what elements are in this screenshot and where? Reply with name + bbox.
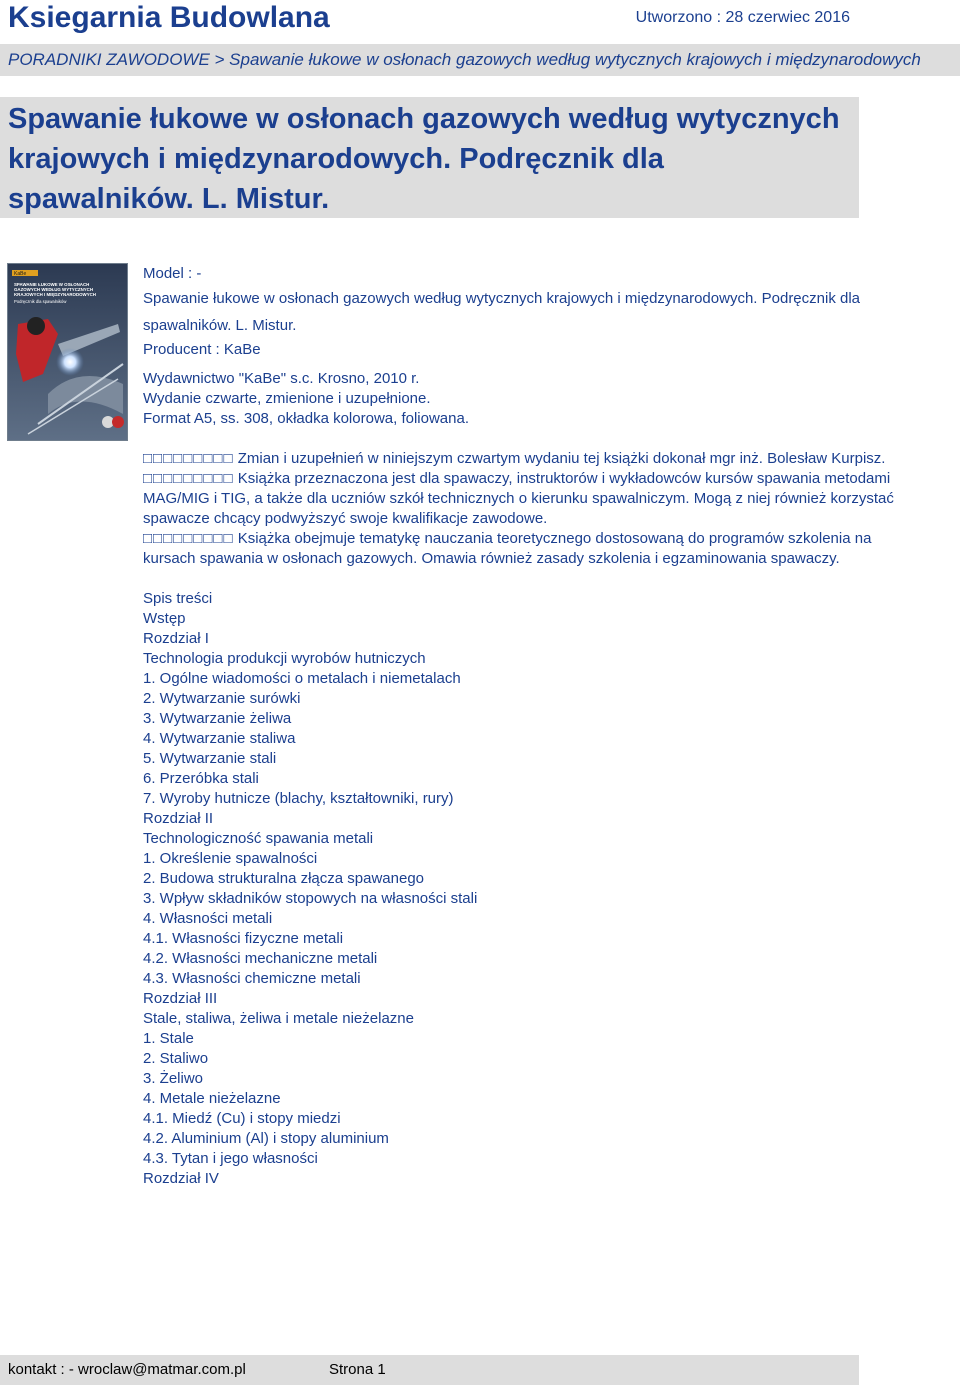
placeholder-boxes: □□□□□□□□□ — [143, 450, 234, 467]
toc-item: 3. Wpływ składników stopowych na własności stali — [143, 890, 478, 907]
description-paragraph — [143, 469, 913, 529]
breadcrumb[interactable]: PORADNIKI ZAWODOWE > Spawanie łukowe w osłonach gazowych według wytycznych krajowych i międzynarodowych — [0, 44, 960, 76]
toc-item: 2. Staliwo — [143, 1050, 209, 1067]
toc-item: 4.2. Własności mechaniczne metali — [143, 950, 378, 967]
toc-item: Technologia produkcji wyrobów hutniczych — [143, 650, 426, 667]
toc-item: Technologiczność spawania metali — [143, 830, 374, 847]
shop-name[interactable]: Ksiegarnia Budowlana — [8, 1, 330, 34]
toc-item: 5. Wytwarzanie stali — [143, 750, 277, 767]
footer — [0, 1355, 859, 1385]
toc-item: 1. Ogólne wiadomości o metalach i niemetalach — [143, 670, 461, 687]
title-box — [0, 97, 859, 218]
placeholder-boxes: □□□□□□□□□ — [143, 470, 234, 487]
cover-subtitle: Podręcznik dla spawalników — [14, 299, 67, 304]
product-details — [143, 263, 913, 1189]
cover-title-line-3: KRAJOWYCH I MIĘDZYNARODOWYCH — [14, 292, 96, 297]
toc-item: 4. Metale nieżelazne — [143, 1090, 281, 1107]
toc-item: 4.3. Własności chemiczne metali — [143, 970, 361, 987]
toc-item: 3. Żeliwo — [143, 1070, 204, 1087]
description-paragraph — [143, 449, 913, 469]
toc-item: 6. Przeróbka stali — [143, 770, 259, 787]
toc-item: 4.2. Aluminium (Al) i stopy aluminium — [143, 1130, 389, 1147]
page-number: Strona 1 — [329, 1361, 386, 1378]
toc-item: Wstęp — [143, 610, 186, 627]
description-text: Zmian i uzupełnień w niniejszym czwartym wydaniu tej książki dokonał mgr inż. Bolesław Kurpisz. — [237, 450, 886, 467]
toc-item: 4. Własności metali — [143, 910, 273, 927]
description — [143, 449, 913, 569]
toc-item: 4.1. Miedź (Cu) i stopy miedzi — [143, 1110, 341, 1127]
toc-item: 4. Wytwarzanie staliwa — [143, 730, 296, 747]
product-model: Model : - — [143, 265, 202, 282]
product-producer: Producent : KaBe — [143, 341, 261, 358]
table-of-contents — [143, 589, 913, 1189]
description-text: Książka przeznaczona jest dla spawaczy, instruktorów i wykładowców kursów spawania metodami MAG/MIG i TIG, a także dla uczniów szkół technicznych o kierunku spawalniczym. Mogą z niej również korzystać spawacze chcący podwyższyć swoje kwalifikacje zawodowe. — [143, 470, 894, 527]
toc-item: 1. Stale — [143, 1030, 194, 1047]
product-name: Spawanie łukowe w osłonach gazowych według wytycznych krajowych i międzynarodowych. Podręcznik dla spawalników. L. Mistur. — [143, 290, 861, 334]
book-cover-image — [7, 263, 128, 441]
toc-item: Stale, staliwa, żeliwa i metale nieżelazne — [143, 1010, 414, 1027]
placeholder-boxes: □□□□□□□□□ — [143, 530, 234, 547]
created-date: Utworzono : 28 czerwiec 2016 — [635, 9, 850, 26]
publication-line: Format A5, ss. 308, okładka kolorowa, foliowana. — [143, 410, 470, 427]
description-text: Książka obejmuje tematykę nauczania teoretycznego dostosowaną do programów szkolenia na kursach spawania w osłonach gazowych. Omawia również zasady szkolenia i egzaminowania spawaczy. — [143, 530, 872, 567]
publication-line: Wydawnictwo "KaBe" s.c. Krosno, 2010 r. — [143, 370, 420, 387]
toc-item: Rozdział II — [143, 810, 214, 827]
toc-item: 4.1. Własności fizyczne metali — [143, 930, 344, 947]
cover-title-line-2: GAZOWYCH WEDŁUG WYTYCZNYCH — [14, 287, 94, 292]
toc-item: 3. Wytwarzanie żeliwa — [143, 710, 292, 727]
toc-item: 2. Budowa strukturalna złącza spawanego — [143, 870, 425, 887]
publication-info — [143, 369, 913, 429]
toc-item: Rozdział IV — [143, 1170, 219, 1187]
publication-line: Wydanie czwarte, zmienione i uzupełnione. — [143, 390, 431, 407]
description-paragraph — [143, 529, 913, 569]
toc-item: 7. Wyroby hutnicze (blachy, kształtowniki, rury) — [143, 790, 454, 807]
page-title: Spawanie łukowe w osłonach gazowych według wytycznych krajowych i międzynarodowych. Podręcznik dla spawalników. L. Mistur. — [8, 103, 840, 215]
footer-contact: kontakt : - wroclaw@matmar.com.pl — [8, 1361, 246, 1378]
cover-title-line-1: SPAWANIE ŁUKOWE W OSŁONACH — [14, 282, 90, 287]
toc-item: Spis treści — [143, 590, 213, 607]
toc-item: 1. Określenie spawalności — [143, 850, 318, 867]
toc-item: 2. Wytwarzanie surówki — [143, 690, 301, 707]
toc-item: 4.3. Tytan i jego własności — [143, 1150, 318, 1167]
cover-publisher-logo: KaBe — [14, 271, 27, 277]
toc-item: Rozdział I — [143, 630, 209, 647]
toc-item: Rozdział III — [143, 990, 218, 1007]
